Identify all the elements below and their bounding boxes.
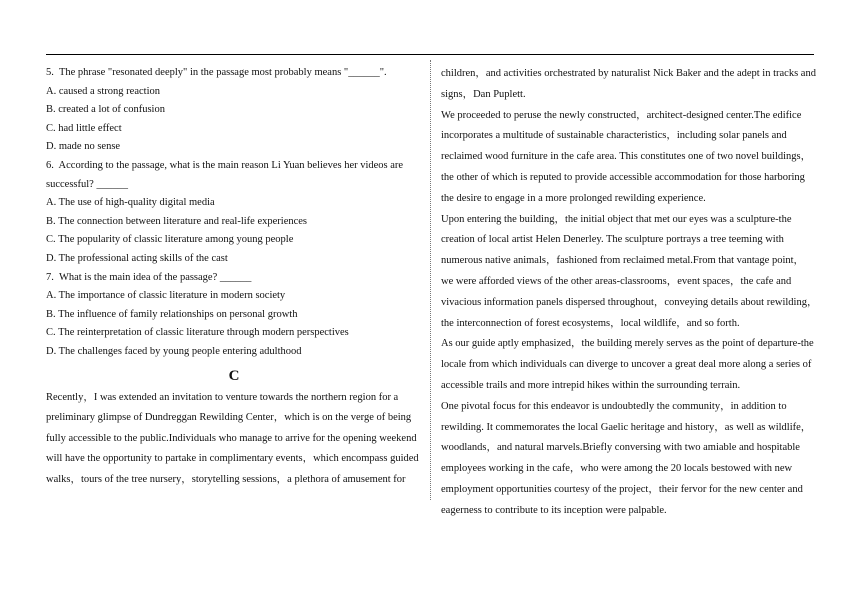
question-number: 7. <box>46 271 54 283</box>
left-column <box>46 64 422 490</box>
passage-line: we were afforded views of the other areas-classrooms，event spaces，the cafe and <box>441 275 792 287</box>
question-6 <box>46 157 422 176</box>
passage-line: vivacious information panels dispersed throughout，conveying details about rewilding， <box>441 296 818 308</box>
passage-line: Recently，I was extended an invitation to venture towards the northern region for a <box>46 391 399 403</box>
question-text: What is the main idea of the passage? ______ <box>58 271 252 283</box>
passage-line: signs，Dan Puplett. <box>441 88 526 100</box>
passage-line: incorporates a multitude of sustainable characteristics，including solar panels and <box>441 130 787 142</box>
passage-line: employment opportunities courtesy of the project，their fervor for the new center and <box>441 483 803 495</box>
option: D. made no sense <box>46 141 121 153</box>
passage-line: the other of which is reputed to provide accessible accommodation for those harboring <box>441 171 805 183</box>
passage-line: the interconnection of forest ecosystems，local wildlife，and so forth. <box>441 317 740 329</box>
passage-line: preliminary glimpse of Dundreggan Rewilding Center，which is on the verge of being <box>46 412 412 424</box>
option: D. The professional acting skills of the cast <box>46 252 228 264</box>
passage-line: rewilding. It commemorates the local Gaelic heritage and history，as well as wildlife， <box>441 421 812 433</box>
passage-line: will have the opportunity to partake in complimentary events，which encompass guided <box>46 453 419 465</box>
passage-line: Upon entering the building，the initial object that met our eyes was a sculpture-the <box>441 213 792 225</box>
passage-line: children，and activities orchestrated by naturalist Nick Baker and the adept in tracks and <box>441 68 816 79</box>
header-rule <box>46 54 814 55</box>
option: B. The influence of family relationships on personal growth <box>46 308 298 320</box>
question-number: 5. <box>46 67 54 78</box>
passage-line: locale from which individuals can diverge to uncover a great deal more along a series of <box>441 359 812 371</box>
passage-line: As our guide aptly emphasized，the building merely serves as the point of departure-the <box>441 338 814 350</box>
passage-line: fully accessible to the public.Individuals who manage to arrive for the opening weekend <box>46 432 417 444</box>
passage-line: We proceeded to peruse the newly constructed，architect-designed center.The edifice <box>441 109 802 121</box>
passage-line: woodlands，and natural marvels.Briefly conversing with two amiable and hospitable <box>441 442 800 454</box>
question-5 <box>46 64 422 83</box>
option: C. The reinterpretation of classic literature through modern perspectives <box>46 327 349 339</box>
passage-line: One pivotal focus for this endeavor is undoubtedly the community，in addition to <box>441 400 787 412</box>
passage-line: eagerness to contribute to its inception were palpable. <box>441 504 667 516</box>
right-column <box>441 64 818 522</box>
option: A. The use of high-quality digital media <box>46 197 215 209</box>
passage-line: reclaimed wood furniture in the cafe area. This constitutes one of two novel buildings， <box>441 151 812 163</box>
question-number: 6. <box>46 159 54 171</box>
passage-line: creation of local artist Helen Denerley. The sculpture portrays a tree teeming with <box>441 234 784 246</box>
option: A. The importance of classic literature in modern society <box>46 290 286 302</box>
column-divider <box>430 60 431 500</box>
passage-line: numerous native animals，fashioned from reclaimed metal.From that vantage point， <box>441 255 805 267</box>
option: A. caused a strong reaction <box>46 85 160 97</box>
passage-line: walks，tours of the tree nursery，storytelling sessions，a plethora of amusement for <box>46 473 406 485</box>
option: C. had little effect <box>46 122 122 134</box>
question-text: The phrase "resonated deeply" in the passage most probably means "______". <box>58 67 387 78</box>
section-heading: C <box>228 367 240 384</box>
option: D. The challenges faced by young people entering adulthood <box>46 345 302 357</box>
question-7 <box>46 269 422 288</box>
passage-line: the desire to engage in a more prolonged rewilding experience. <box>441 192 706 204</box>
option: B. The connection between literature and real-life experiences <box>46 215 308 227</box>
question-text-cont: successful? ______ <box>46 178 128 190</box>
option: B. created a lot of confusion <box>46 104 165 116</box>
question-text: According to the passage, what is the main reason Li Yuan believes her videos are <box>58 159 404 171</box>
passage-line: accessible trails and more intrepid hikes within the surrounding terrain. <box>441 379 741 391</box>
passage-line: employees working in the cafe，who were among the 20 locals bestowed with new <box>441 463 793 475</box>
option: C. The popularity of classic literature among young people <box>46 234 294 246</box>
passage-left <box>46 388 422 491</box>
